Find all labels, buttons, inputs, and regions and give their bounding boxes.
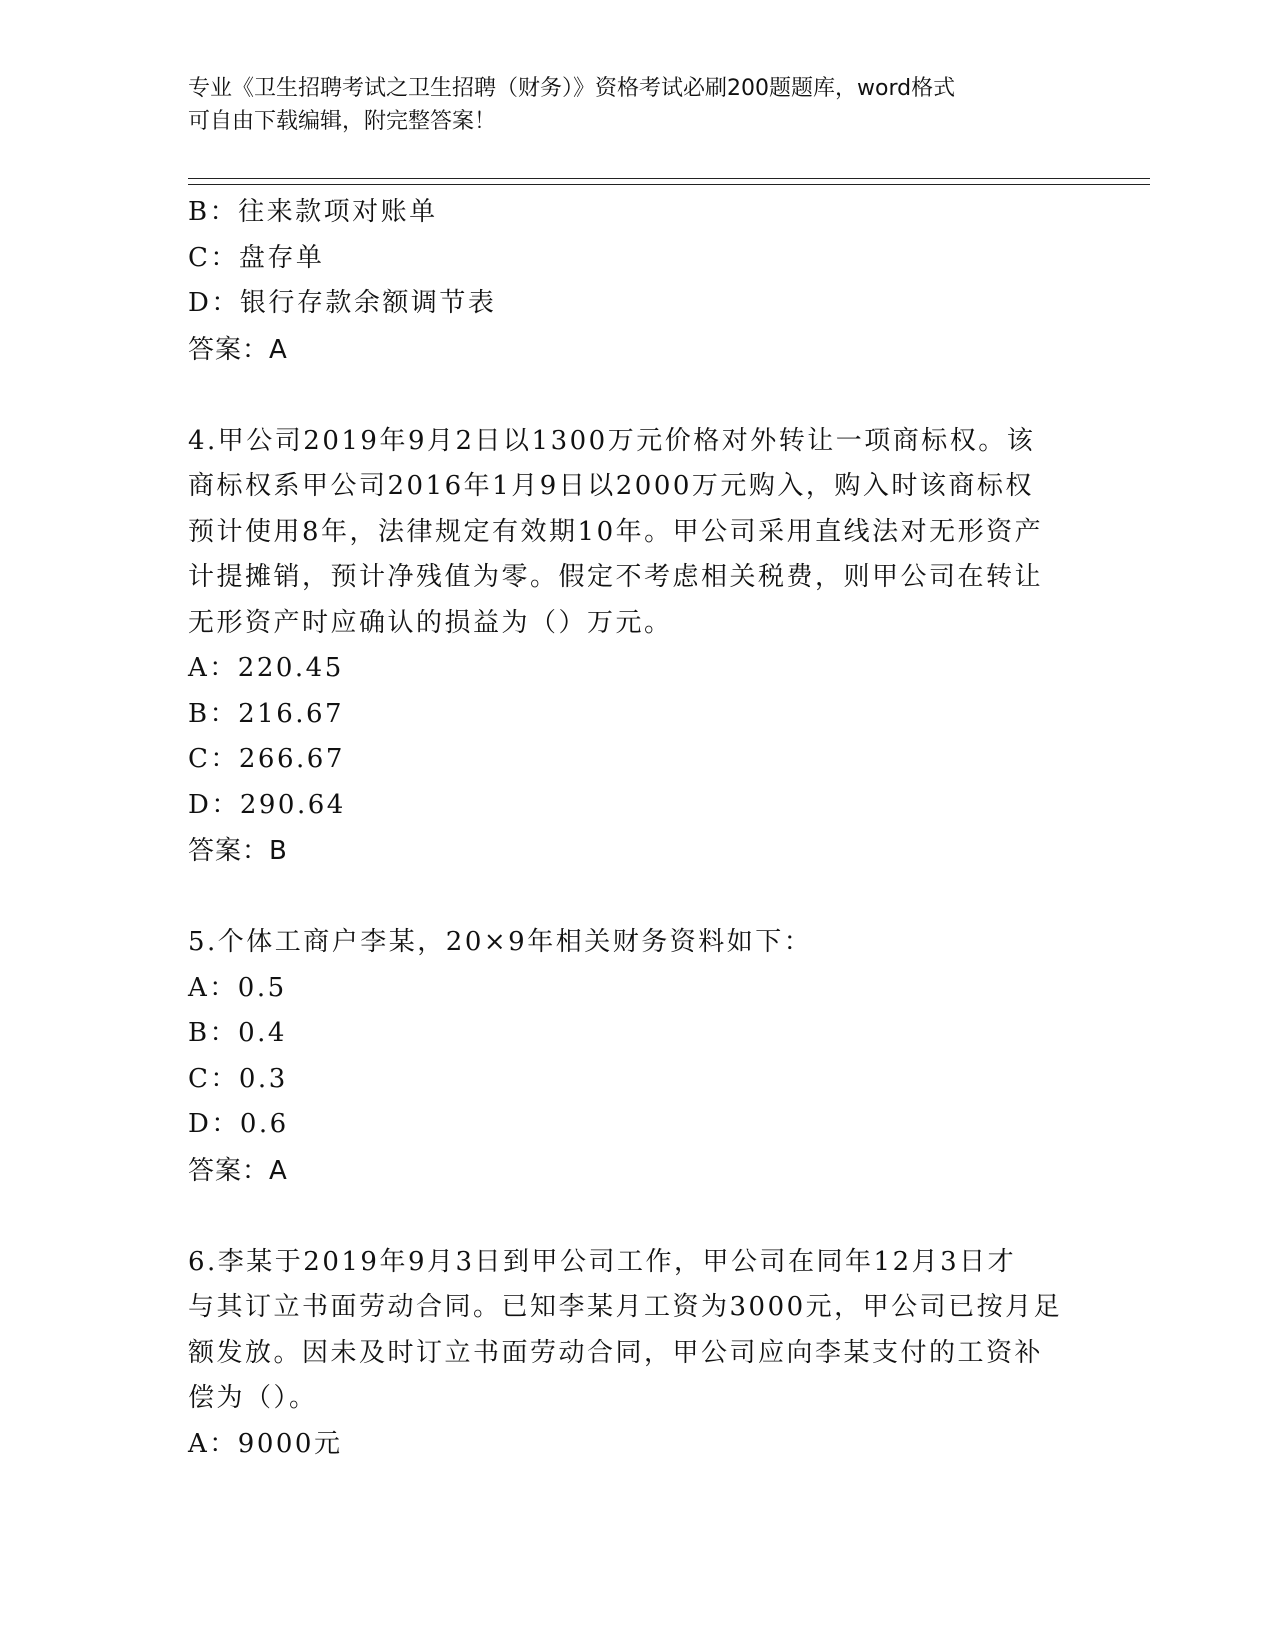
option-d: D：290.64 bbox=[188, 789, 346, 820]
question-6 bbox=[188, 1240, 1088, 1468]
question-stem-line: 计提摊销，预计净残值为零。假定不考虑相关税费，则甲公司在转让 bbox=[188, 562, 1044, 592]
option-a: A：220.45 bbox=[188, 653, 344, 683]
header-line-1: 专业《卫生招聘考试之卫生招聘（财务）》资格考试必刷200题题库，word格式 bbox=[188, 76, 956, 101]
question-stem-line: 商标权系甲公司2016年1月9日以2000万元购入，购入时该商标权 bbox=[188, 471, 1034, 501]
page-header bbox=[188, 72, 1088, 138]
option-b: B：216.67 bbox=[188, 698, 345, 729]
question-list bbox=[188, 190, 1088, 1467]
option-d: D：银行存款余额调节表 bbox=[188, 288, 497, 318]
option-c: C：266.67 bbox=[188, 744, 345, 774]
question-stem-line: 5.个体工商户李某，20×9年相关财务资料如下： bbox=[188, 927, 813, 957]
question-stem-line: 与其订立书面劳动合同。已知李某月工资为3000元，甲公司已按月足 bbox=[188, 1292, 1063, 1322]
header-rule-bottom bbox=[188, 184, 1150, 185]
question-stem-line: 无形资产时应确认的损益为（）万元。 bbox=[188, 607, 673, 638]
question-4 bbox=[188, 419, 1088, 875]
option-d: D：0.6 bbox=[188, 1109, 289, 1139]
option-a: A：9000元 bbox=[188, 1428, 343, 1459]
answer: 答案：B bbox=[188, 836, 288, 866]
question-stem-line: 6.李某于2019年9月3日到甲公司工作，甲公司在同年12月3日才 bbox=[188, 1246, 1017, 1277]
option-b: B：0.4 bbox=[188, 1018, 287, 1048]
question-stem-line: 4.甲公司2019年9月2日以1300万元价格对外转让一项商标权。该 bbox=[188, 425, 1036, 456]
answer: 答案：A bbox=[188, 1155, 288, 1186]
answer: 答案：A bbox=[188, 334, 288, 365]
question-stem-line: 预计使用8年，法律规定有效期10年。甲公司采用直线法对无形资产 bbox=[188, 516, 1044, 547]
option-c: C：0.3 bbox=[188, 1063, 288, 1094]
question-stem-line: 偿为（）。 bbox=[188, 1383, 318, 1413]
option-a: A：0.5 bbox=[188, 972, 287, 1003]
question-5 bbox=[188, 920, 1088, 1194]
question-stem-line: 额发放。因未及时订立书面劳动合同，甲公司应向李某支付的工资补 bbox=[188, 1337, 1044, 1368]
header-line-2: 可自由下载编辑，附完整答案！ bbox=[188, 109, 497, 134]
header-rule-top bbox=[188, 178, 1150, 179]
option-b: B：往来款项对账单 bbox=[188, 197, 438, 227]
option-c: C：盘存单 bbox=[188, 242, 325, 273]
question-3 bbox=[188, 190, 1088, 373]
